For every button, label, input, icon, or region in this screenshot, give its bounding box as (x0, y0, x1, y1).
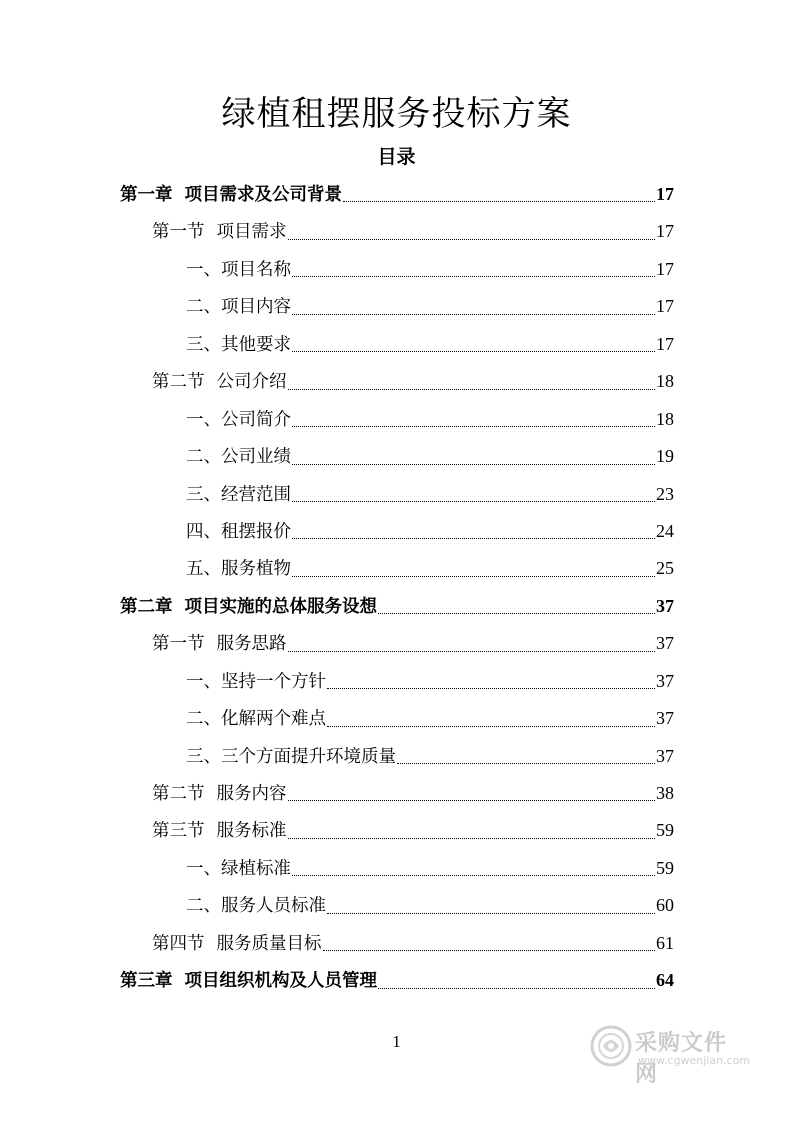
toc-dot-leader (327, 725, 655, 727)
toc-entry-title: 服务植物 (221, 559, 291, 580)
toc-entry-page: 17 (656, 221, 674, 242)
toc-entry-label: 第二节 (152, 372, 205, 393)
toc-entry-level-2[interactable] (120, 775, 674, 812)
toc-entry-label: 二、 (186, 709, 221, 730)
page-number: 1 (392, 1032, 401, 1051)
toc-entry-level-3[interactable] (120, 288, 674, 325)
toc-entry-title: 公司简介 (221, 409, 291, 430)
toc-entry-page: 37 (656, 745, 674, 766)
toc-dot-leader (292, 463, 655, 465)
toc-dot-leader (378, 612, 655, 614)
toc-entry-label: 一、 (186, 858, 221, 879)
toc-entry-label: 二、 (186, 447, 221, 468)
toc-entry-page: 59 (656, 857, 674, 878)
toc-entry-page: 38 (656, 783, 674, 803)
toc-entry-title: 租摆报价 (221, 521, 291, 542)
toc-entry-page: 60 (656, 895, 674, 916)
toc-entry-level-2[interactable] (120, 363, 674, 400)
toc-entry-page: 64 (656, 970, 674, 991)
toc-dot-leader (288, 388, 656, 390)
toc-entry-level-2[interactable] (120, 625, 674, 662)
toc-entry-page: 37 (656, 708, 674, 729)
toc-dot-leader (292, 275, 655, 277)
watermark-url: www.cgwenjian.com (638, 1054, 751, 1067)
toc-dot-leader (288, 837, 656, 839)
toc-entry-level-3[interactable] (120, 326, 674, 363)
toc-heading: 目录 (377, 146, 416, 168)
toc-entry-level-3[interactable] (120, 663, 674, 700)
toc-entry-level-2[interactable] (120, 925, 674, 962)
toc-entry-page: 17 (656, 258, 674, 279)
toc-dot-leader (292, 313, 655, 315)
toc-entry-page: 25 (656, 558, 674, 579)
toc-entry-label: 四、 (186, 521, 221, 542)
toc-entry-level-3[interactable] (120, 513, 674, 550)
toc-entry-page: 17 (656, 296, 674, 317)
toc-entry-label: 二、 (186, 896, 221, 917)
toc-entry-level-3[interactable] (120, 476, 674, 513)
toc-entry-label: 五、 (186, 559, 221, 580)
toc-entry-title: 绿植标准 (221, 858, 291, 879)
table-of-contents (120, 176, 674, 1000)
toc-entry-title: 化解两个难点 (221, 709, 326, 730)
watermark-text: 采购文件网 (635, 1031, 728, 1087)
toc-dot-leader (292, 500, 655, 502)
toc-entry-title: 项目组织机构及人员管理 (184, 971, 377, 992)
toc-dot-leader (327, 687, 655, 689)
toc-entry-title: 其他要求 (221, 334, 291, 355)
toc-dot-leader (292, 350, 655, 352)
toc-entry-level-3[interactable] (120, 738, 674, 775)
toc-entry-level-1[interactable] (120, 588, 674, 625)
toc-entry-label: 第三章 (120, 971, 173, 992)
toc-entry-title: 三个方面提升环境质量 (221, 746, 396, 767)
document-title: 绿植租摆服务投标方案 (221, 94, 572, 134)
toc-dot-leader (292, 537, 655, 539)
toc-entry-title: 服务人员标准 (221, 896, 326, 917)
toc-entry-label: 第三节 (152, 821, 205, 842)
toc-entry-title: 经营范围 (221, 484, 291, 505)
toc-entry-page: 61 (656, 932, 674, 953)
toc-entry-page: 37 (656, 670, 674, 691)
toc-entry-label: 第一章 (120, 185, 173, 205)
toc-entry-page: 19 (656, 446, 674, 467)
toc-entry-title: 项目需求及公司背景 (184, 185, 342, 205)
toc-entry-label: 第一节 (152, 634, 205, 655)
toc-dot-leader (292, 874, 655, 876)
toc-entry-label: 第四节 (152, 933, 205, 954)
watermark (589, 1024, 751, 1087)
toc-dot-leader (397, 762, 655, 764)
toc-dot-leader (292, 425, 655, 427)
toc-entry-level-1[interactable] (120, 176, 674, 213)
toc-entry-title: 公司介绍 (216, 372, 287, 393)
toc-entry-label: 二、 (186, 297, 221, 318)
toc-entry-title: 坚持一个方针 (221, 671, 326, 692)
toc-entry-page: 23 (656, 483, 674, 504)
cgwenjian-logo-icon (589, 1024, 633, 1068)
toc-entry-label: 第二章 (120, 596, 173, 617)
toc-entry-level-1[interactable] (120, 962, 674, 999)
toc-entry-label: 三、 (186, 484, 221, 505)
toc-dot-leader (292, 575, 655, 577)
toc-entry-title: 服务质量目标 (216, 933, 322, 954)
toc-entry-page: 37 (656, 595, 674, 616)
toc-entry-label: 第一节 (152, 222, 205, 243)
toc-entry-title: 项目名称 (221, 259, 291, 280)
toc-entry-level-3[interactable] (120, 251, 674, 288)
toc-entry-label: 一、 (186, 409, 221, 430)
toc-entry-title: 项目实施的总体服务设想 (184, 596, 377, 617)
toc-entry-page: 59 (656, 820, 674, 841)
toc-entry-title: 服务内容 (216, 784, 287, 804)
toc-dot-leader (327, 912, 655, 914)
toc-entry-page: 24 (656, 520, 674, 541)
toc-entry-title: 服务标准 (216, 821, 287, 842)
toc-entry-level-3[interactable] (120, 887, 674, 924)
toc-entry-page: 18 (656, 371, 674, 392)
toc-entry-label: 一、 (186, 259, 221, 280)
toc-entry-level-3[interactable] (120, 700, 674, 737)
toc-entry-level-3[interactable] (120, 550, 674, 587)
toc-dot-leader (378, 987, 655, 989)
toc-entry-label: 一、 (186, 671, 221, 692)
toc-dot-leader (343, 200, 655, 202)
toc-entry-level-2[interactable] (120, 213, 674, 250)
toc-dot-leader (288, 238, 656, 240)
toc-entry-title: 服务思路 (216, 634, 287, 655)
toc-entry-page: 37 (656, 633, 674, 654)
toc-entry-label: 第二节 (152, 784, 205, 804)
toc-dot-leader (288, 799, 656, 801)
toc-entry-page: 17 (656, 184, 674, 204)
toc-dot-leader (323, 949, 656, 951)
toc-dot-leader (288, 650, 656, 652)
toc-entry-label: 三、 (186, 746, 221, 767)
toc-entry-level-2[interactable] (120, 812, 674, 849)
toc-entry-title: 项目内容 (221, 297, 291, 318)
toc-entry-page: 17 (656, 333, 674, 354)
toc-entry-level-3[interactable] (120, 438, 674, 475)
toc-entry-title: 项目需求 (216, 222, 287, 243)
toc-entry-level-3[interactable] (120, 401, 674, 438)
toc-entry-level-3[interactable] (120, 850, 674, 887)
toc-entry-page: 18 (656, 408, 674, 429)
toc-entry-title: 公司业绩 (221, 447, 291, 468)
toc-entry-label: 三、 (186, 334, 221, 355)
